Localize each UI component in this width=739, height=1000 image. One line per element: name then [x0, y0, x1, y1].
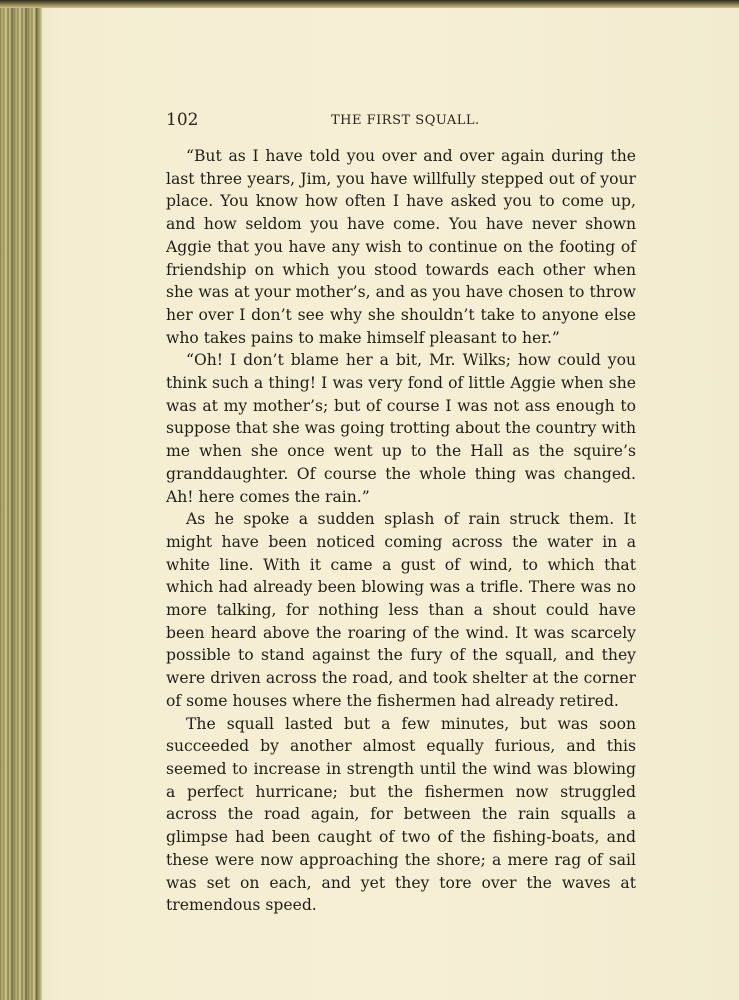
paragraph: “Oh! I don’t blame her a bit, Mr. Wilks; how could you think such a thing! I was very fond of little Aggie when she was at my mother’s; but of course I was not ass enough to suppose that she was going trotting about the country with me when she once went up to the Hall as the squire’s granddaughter. Of course the whole thing was changed. Ah! here comes the rain.” — [166, 351, 636, 506]
spine-edge — [36, 0, 42, 1000]
paragraph: As he spoke a sudden splash of rain struck them. It might have been noticed coming across the water in a white line. With it came a gust of wind, to which that which had already been blowing was a trifle. There was no more talking, for nothing less than a shout could have been heard above the roaring of the wind. It was scarcely possible to stand against the fury of the squall, and they were driven across the road, and took shelter at the corner of some houses where the fishermen had already retired. — [166, 510, 636, 710]
page-number: 102 — [166, 110, 199, 130]
body-text — [166, 145, 636, 917]
running-head: THE FIRST SQUALL. — [331, 113, 480, 128]
paragraph: The squall lasted but a few minutes, but was soon succeeded by another almost equally furious, and this seemed to increase in strength until the wind was blowing a perfect hurricane; but the fishermen now struggled across the road again, for between the rain squalls a glimpse had been caught of two of the fishing-boats, and these were now approaching the shore; a mere rag of sail was set on each, and yet they tore over the waves at tremendous speed. — [166, 714, 636, 915]
book-spine — [0, 0, 40, 1000]
page-header — [166, 110, 636, 134]
paragraph: “But as I have told you over and over again during the last three years, Jim, you have willfully stepped out of your place. You know how often I have asked you to come up, and how seldom you have come. You have never shown Aggie that you have any wish to continue on the footing of friendship on which you stood towards each other when she was at your mother’s, and as you have chosen to throw her over I don’t see why she shouldn’t take to anyone else who takes pains to make himself pleasant to her.” — [166, 147, 636, 347]
page-top-edge — [0, 0, 739, 8]
